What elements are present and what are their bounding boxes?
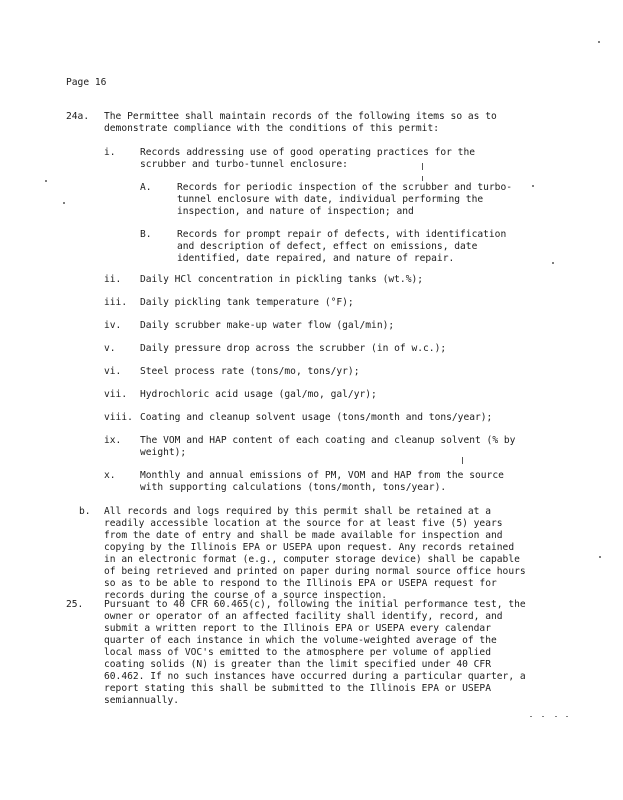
item-x-text: Monthly and annual emissions of PM, VOM and HAP from the source with supporting calculations (tons/month, tons/year). xyxy=(140,470,504,493)
scan-speck xyxy=(532,185,534,187)
section-24b-text: All records and logs required by this permit shall be retained at a readily accessible location at the source for at least five (5) years from the date of entry and shall be made available for inspection and copying by the Illinois EPA or USEPA upon request. Any records retained in an electronic format (e.g., computer storage device) shall be capable of being retrieved and printed on paper during normal source office hours so as to be able to respond to the Illinois EPA or USEPA request for records during the course of a source inspection. xyxy=(104,506,526,601)
section-25-text: Pursuant to 40 CFR 60.465(c), following the initial performance test, the owner or operator of an affected facility shall identify, record, and submit a written report to the Illinois EPA or USEPA every calendar quarter of each instance in which the volume-weighted average of the local mass of VOC's emitted to the atmosphere per volume of applied coating solids (N) is greater than the limit specified under 40 CFR 60.462. If no such instances have occurred during a particular quarter, a report stating this shall be submitted to the Illinois EPA or USEPA semiannually. xyxy=(104,599,526,706)
item-i-b-label: B. xyxy=(140,229,152,240)
section-24a-label: 24a. xyxy=(66,111,90,122)
item-viii-label: viii. xyxy=(104,412,133,423)
item-v-text: Daily pressure drop across the scrubber (in of w.c.); xyxy=(140,343,447,354)
page-number: Page 16 xyxy=(66,77,107,88)
section-24a-intro: The Permittee shall maintain records of the following items so as to demonstrate compliance with the conditions of this permit: xyxy=(104,111,497,134)
item-ii-label: ii. xyxy=(104,274,122,285)
item-i-a-label: A. xyxy=(140,182,152,193)
item-iv-text: Daily scrubber make-up water flow (gal/min); xyxy=(140,320,395,331)
scan-speck xyxy=(552,262,554,264)
item-viii-text: Coating and cleanup solvent usage (tons/month and tons/year); xyxy=(140,412,493,423)
scan-speck xyxy=(598,41,600,43)
item-v-label: v. xyxy=(104,343,116,354)
scan-speck xyxy=(530,716,532,717)
scan-speck xyxy=(599,556,601,558)
item-iv-label: iv. xyxy=(104,320,122,331)
item-iii-text: Daily pickling tank temperature (°F); xyxy=(140,297,354,308)
item-vii-text: Hydrochloric acid usage (gal/mo, gal/yr); xyxy=(140,389,377,400)
item-vii-label: vii. xyxy=(104,389,128,400)
item-ix-label: ix. xyxy=(104,435,122,446)
scan-speck xyxy=(555,716,557,717)
item-i-label: i. xyxy=(104,147,116,158)
item-i-a-text: Records for periodic inspection of the scrubber and turbo-tunnel enclosure with date, individual performing the inspection, and nature of inspection; and xyxy=(177,182,513,217)
scan-speck xyxy=(45,180,47,182)
item-ix-text: The VOM and HAP content of each coating and cleanup solvent (% by weight); xyxy=(140,435,516,458)
section-25-label: 25. xyxy=(66,599,84,610)
section-24b-label: b. xyxy=(79,506,91,517)
item-iii-label: iii. xyxy=(104,297,128,308)
item-vi-label: vi. xyxy=(104,366,122,377)
scan-speck xyxy=(566,716,568,717)
scan-speck xyxy=(63,202,65,204)
item-x-label: x. xyxy=(104,470,116,481)
scan-speck xyxy=(542,716,544,717)
scan-mark xyxy=(422,176,423,181)
item-i-b-text: Records for prompt repair of defects, with identification and description of defect, effect on emissions, date identified, date repaired, and nature of repair. xyxy=(177,229,507,264)
item-i-text: Records addressing use of good operating practices for the scrubber and turbo-tunnel enclosure: xyxy=(140,147,476,170)
item-ii-text: Daily HCl concentration in pickling tanks (wt.%); xyxy=(140,274,424,285)
scan-mark xyxy=(462,457,463,464)
item-vi-text: Steel process rate (tons/mo, tons/yr); xyxy=(140,366,360,377)
scan-mark xyxy=(422,163,423,170)
